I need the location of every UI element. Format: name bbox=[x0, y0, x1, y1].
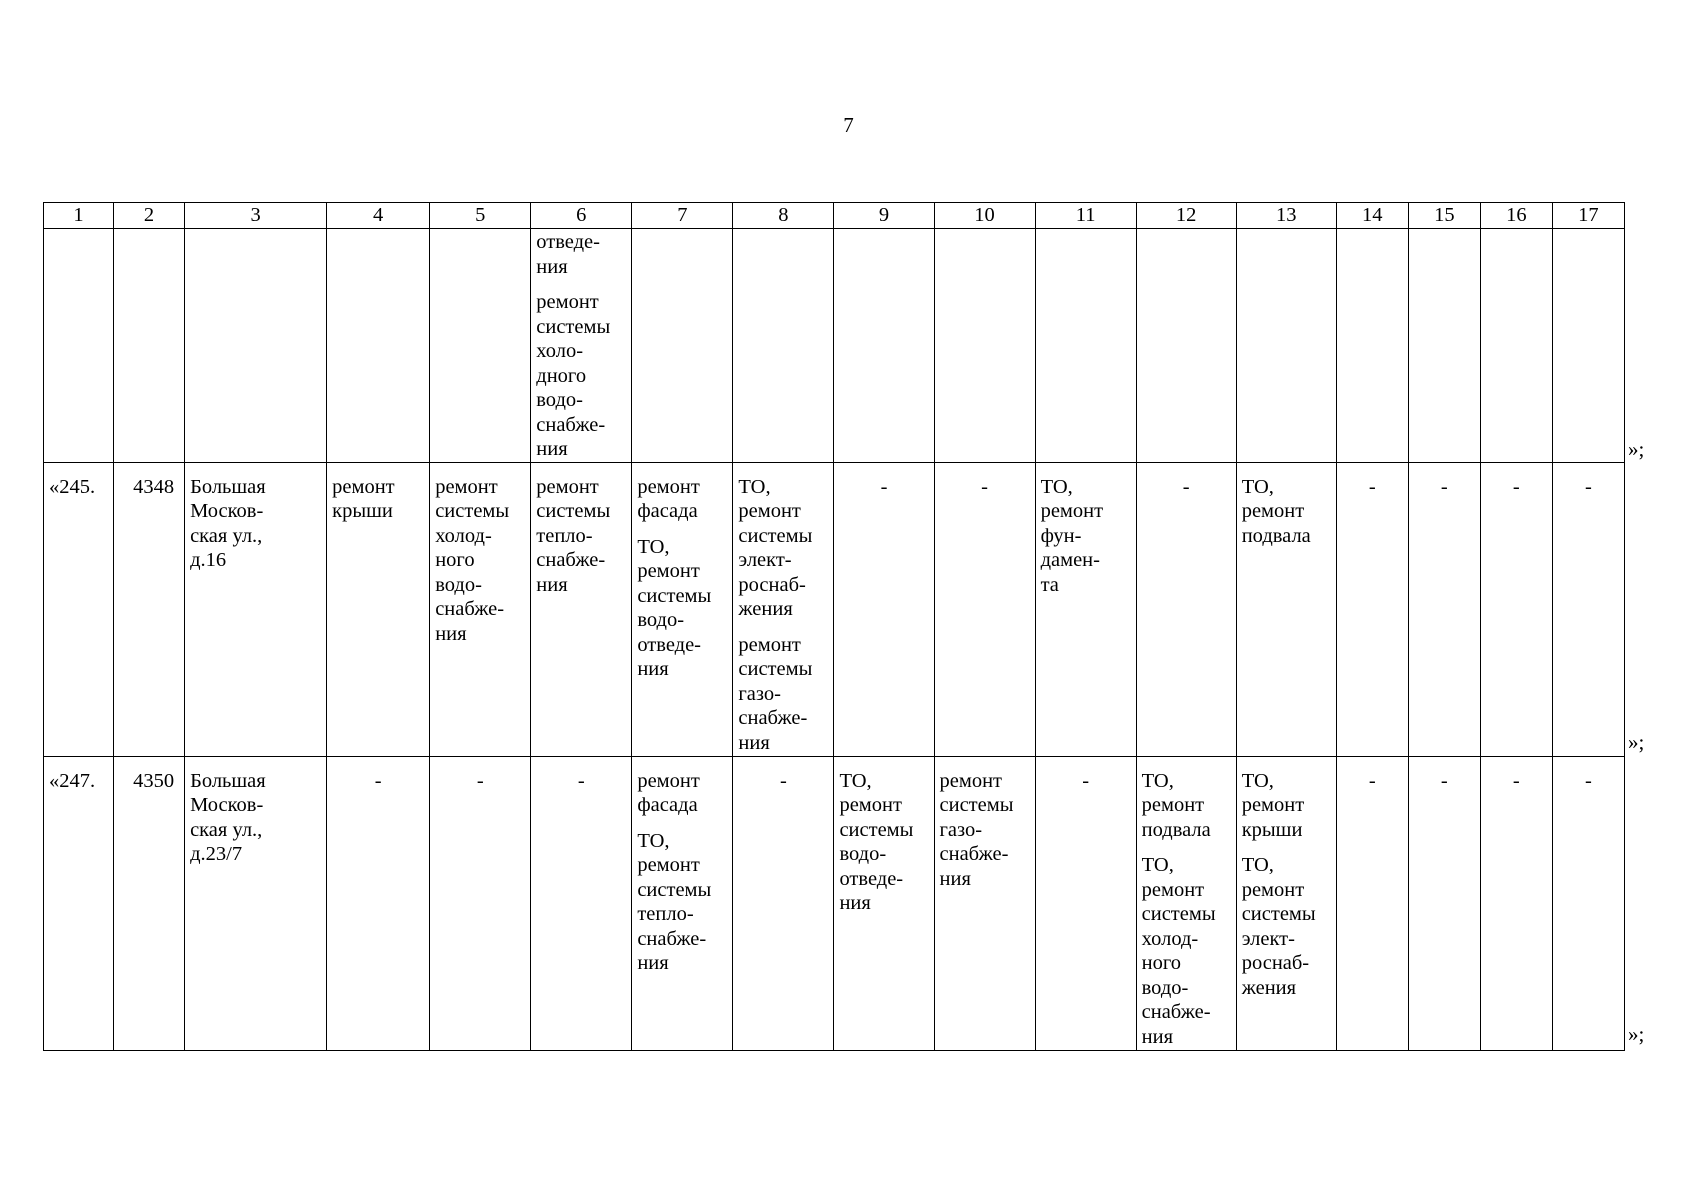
cell-paragraph: ТО, ремонт подвала bbox=[1141, 769, 1211, 841]
closing-quote: »; bbox=[1628, 437, 1645, 461]
cell-paragraph: ТО, ремонт системы водо- отведе- ния bbox=[637, 535, 712, 680]
cell-paragraph: ТО, ремонт подвала bbox=[1241, 475, 1311, 547]
column-header: 9 bbox=[834, 203, 934, 229]
table-cell bbox=[327, 756, 430, 1050]
column-header: 4 bbox=[327, 203, 430, 229]
table-cell bbox=[1552, 462, 1624, 756]
table-cell bbox=[1136, 462, 1236, 756]
column-header: 3 bbox=[185, 203, 327, 229]
cell-paragraph: ТО, ремонт фун- дамен- та bbox=[1040, 475, 1104, 596]
column-header: 1 bbox=[44, 203, 114, 229]
table-cell bbox=[1236, 229, 1336, 463]
table-row bbox=[44, 756, 1625, 1050]
column-header: 7 bbox=[632, 203, 733, 229]
table-cell bbox=[1035, 462, 1136, 756]
cell-paragraph: - bbox=[1082, 769, 1090, 792]
cell-paragraph: - bbox=[1440, 769, 1448, 792]
continuation-row bbox=[44, 229, 1625, 463]
column-header: 6 bbox=[531, 203, 632, 229]
cell-paragraph: - bbox=[1440, 475, 1448, 498]
table-cell bbox=[114, 229, 185, 463]
table-cell bbox=[1236, 462, 1336, 756]
page-number: 7 bbox=[843, 113, 854, 137]
cell-paragraph: - bbox=[780, 769, 787, 792]
table-cell bbox=[733, 229, 834, 463]
table-cell bbox=[1336, 462, 1408, 756]
column-header: 14 bbox=[1336, 203, 1408, 229]
closing-quote: »; bbox=[1628, 730, 1645, 754]
table-cell bbox=[934, 229, 1035, 463]
cell-paragraph: ТО, ремонт системы элект- роснаб- жения bbox=[1241, 854, 1316, 999]
column-header: 12 bbox=[1136, 203, 1236, 229]
cell-paragraph: - bbox=[981, 475, 988, 498]
table-cell bbox=[934, 462, 1035, 756]
header-row bbox=[44, 203, 1625, 229]
table-cell bbox=[327, 462, 430, 756]
column-header: 16 bbox=[1480, 203, 1552, 229]
table-cell bbox=[185, 229, 327, 463]
table-row bbox=[44, 462, 1625, 756]
cell-paragraph: - bbox=[1512, 475, 1520, 498]
cell-paragraph: - bbox=[1368, 769, 1376, 792]
table-cell bbox=[1480, 462, 1552, 756]
cell-paragraph: ТО, ремонт крыши bbox=[1241, 769, 1305, 841]
table-cell bbox=[1408, 756, 1480, 1050]
table-cell bbox=[1480, 756, 1552, 1050]
cell-paragraph: - bbox=[880, 475, 888, 498]
column-header: 13 bbox=[1236, 203, 1336, 229]
table-cell bbox=[531, 756, 632, 1050]
table-cell bbox=[1336, 756, 1408, 1050]
table-cell bbox=[834, 229, 934, 463]
column-header: 11 bbox=[1035, 203, 1136, 229]
cell-paragraph: отведе- ния bbox=[536, 231, 600, 278]
cell-paragraph: ремонт системы холод- ного водо- снабже- ния bbox=[435, 475, 510, 645]
table-cell bbox=[834, 756, 934, 1050]
table-cell bbox=[1035, 756, 1136, 1050]
address-cell: Большая Москов- ская ул., д.23/7 bbox=[185, 756, 327, 1050]
table-cell bbox=[531, 229, 632, 463]
cell-paragraph: ремонт фасада bbox=[637, 475, 700, 522]
column-header: 10 bbox=[934, 203, 1035, 229]
table-cell bbox=[327, 229, 430, 463]
column-header: 2 bbox=[114, 203, 185, 229]
cell-paragraph: ТО, ремонт системы холод- ного водо- снабже- ния bbox=[1141, 854, 1216, 1048]
table-cell bbox=[1236, 756, 1336, 1050]
table-cell bbox=[531, 462, 632, 756]
table-cell bbox=[632, 462, 733, 756]
cell-paragraph: - bbox=[1512, 769, 1520, 792]
table-cell bbox=[44, 229, 114, 463]
table-cell bbox=[1336, 229, 1408, 463]
cell-paragraph: ТО, ремонт системы элект- роснаб- жения bbox=[738, 475, 813, 620]
column-header: 17 bbox=[1552, 203, 1624, 229]
cell-paragraph: ремонт системы газо- снабже- ния bbox=[738, 633, 813, 754]
cell-paragraph: ТО, ремонт системы водо- отведе- ния bbox=[839, 769, 914, 914]
repair-schedule-table bbox=[43, 202, 1625, 1051]
table-cell bbox=[834, 462, 934, 756]
table-cell bbox=[1552, 756, 1624, 1050]
table-cell bbox=[1136, 229, 1236, 463]
column-header: 15 bbox=[1408, 203, 1480, 229]
table-cell bbox=[1480, 229, 1552, 463]
table-cell bbox=[632, 229, 733, 463]
table-cell bbox=[733, 756, 834, 1050]
object-code: 4348 bbox=[114, 462, 185, 756]
table-cell bbox=[1136, 756, 1236, 1050]
column-header: 5 bbox=[430, 203, 531, 229]
row-number: «247. bbox=[44, 756, 114, 1050]
cell-paragraph: ремонт системы холо- дного водо- снабже- ния bbox=[536, 291, 611, 460]
closing-quote: »; bbox=[1628, 1022, 1645, 1046]
cell-paragraph: ремонт системы газо- снабже- ния bbox=[939, 769, 1014, 890]
table-cell bbox=[430, 462, 531, 756]
cell-paragraph: - bbox=[374, 769, 382, 792]
table-cell bbox=[934, 756, 1035, 1050]
address-cell: Большая Москов- ская ул., д.16 bbox=[185, 462, 327, 756]
object-code: 4350 bbox=[114, 756, 185, 1050]
row-number: «245. bbox=[44, 462, 114, 756]
cell-paragraph: - bbox=[1585, 769, 1592, 792]
table-cell bbox=[1408, 229, 1480, 463]
table-cell bbox=[1408, 462, 1480, 756]
cell-paragraph: - bbox=[1182, 475, 1190, 498]
column-header: 8 bbox=[733, 203, 834, 229]
cell-paragraph: ремонт фасада bbox=[637, 769, 700, 816]
table-cell bbox=[1552, 229, 1624, 463]
cell-paragraph: ремонт крыши bbox=[332, 475, 395, 522]
cell-paragraph: - bbox=[1368, 475, 1376, 498]
table-cell bbox=[430, 229, 531, 463]
table-cell bbox=[1035, 229, 1136, 463]
table-cell bbox=[632, 756, 733, 1050]
table-cell bbox=[733, 462, 834, 756]
cell-paragraph: ТО, ремонт системы тепло- снабже- ния bbox=[637, 829, 712, 974]
cell-paragraph: ремонт системы тепло- снабже- ния bbox=[536, 475, 611, 596]
cell-paragraph: - bbox=[476, 769, 484, 792]
table-cell bbox=[430, 756, 531, 1050]
cell-paragraph: - bbox=[577, 769, 585, 792]
cell-paragraph: - bbox=[1585, 475, 1592, 498]
